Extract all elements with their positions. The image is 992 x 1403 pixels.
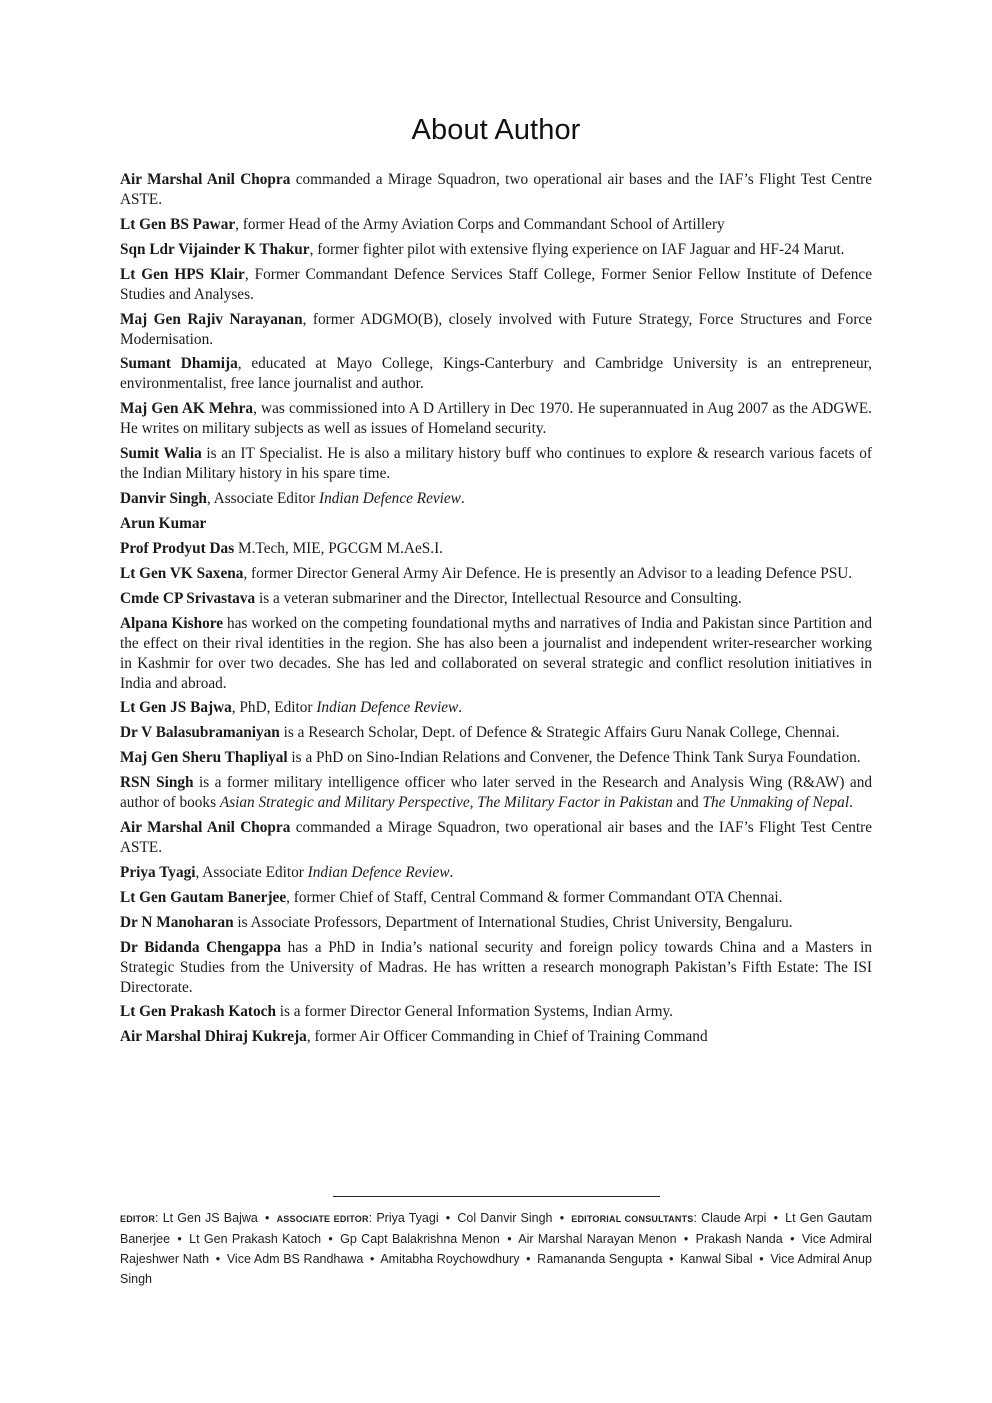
author-bio: is Associate Professors, Department of International Studies, Christ University, Bengaluru. [233,913,793,931]
author-bio: has worked on the competing foundational myths and narratives of India and Pakistan since Partition and the effect on their rival identities in the region. She has also been a journalist and independent writer-researcher working in Kashmir for over two decades. She has led and collaborated on several strategic and conflict resolution initiatives in India and abroad. [120,614,872,692]
consultant-name: Vice Admiral Anup Singh [120,1252,872,1286]
editorial-footer: EDITOR: Lt Gen JS Bajwa • ASSOCIATE EDITOR: Priya Tyagi • Col Danvir Singh • EDITORIAL CONSULTANTS: Claude Arpi • Lt Gen Gautam Banerjee • Lt Gen Prakash Katoch • Gp Capt Balakrishna Menon • Air Marshal Narayan Menon • Prakash Nanda • Vice Admiral Rajeshwer Nath • Vice Adm BS Randhawa • Amitabha Roychowdhury • Ramananda Sengupta • Kanwal Sibal • Vice Admiral Anup Singh [120,1211,873,1286]
author-bio: is a Research Scholar, Dept. of Defence & Strategic Affairs Guru Nanak College, Chennai. [279,724,840,742]
author-bio-end: . [449,863,454,881]
author-name: Air Marshal Anil Chopra [120,819,291,837]
bullet-separator: • [369,1252,375,1266]
bullet-separator: • [445,1211,451,1225]
author-name: Sumant Dhamija [120,355,238,373]
author-entry [120,444,872,484]
author-name: Alpana Kishore [120,614,224,632]
author-name: Arun Kumar [120,515,207,533]
consultant-name: Lt Gen Prakash Katoch [189,1232,322,1246]
author-entry [120,773,872,813]
bullet-separator: • [328,1232,333,1246]
author-entry [120,938,872,998]
author-entry [120,215,872,235]
author-bio: , Associate Editor [195,863,308,881]
author-bio: has a PhD in India’s national security and foreign policy towards China and a Masters in Strategic Studies from the University of Madras. He has written a research monograph Pakistan’s Fifth Estate: The ISI Directorate. [120,938,873,996]
author-name: Lt Gen BS Pawar [120,215,236,233]
author-bio: , former fighter pilot with extensive flying experience on IAF Jaguar and HF-24 Marut. [309,240,845,258]
consultant-name: Ramananda Sengupta [537,1252,663,1266]
author-bio: , former Director General Army Air Defence. He is presently an Advisor to a leading Defence PSU. [243,564,853,582]
author-entry [120,888,872,908]
consultant-name: Amitabha Roychowdhury [380,1252,520,1266]
author-entry [120,489,872,509]
author-entry [120,589,872,609]
author-bio-end: . [460,490,465,508]
associate-editor-name: Priya Tyagi [376,1211,439,1225]
author-name: Dr V Balasubramaniyan [120,724,280,742]
author-bio: , was commissioned into A D Artillery in Dec 1970. He superannuated in Aug 2007 as the ADGWE. He writes on military subjects as well as issues of Homeland security. [120,400,873,438]
bullet-separator: • [526,1252,531,1266]
bullet-separator: • [177,1232,182,1246]
bullet-separator: • [265,1211,270,1225]
author-bio: , former Chief of Staff, Central Command & former Commandant OTA Chennai. [286,888,783,906]
author-entry [120,514,872,534]
author-name: Air Marshal Anil Chopra [120,171,291,188]
author-entry [120,863,872,883]
consultants-label: EDITORIAL CONSULTANTS [571,1214,694,1224]
author-entry [120,354,872,394]
associate-editor-label: ASSOCIATE EDITOR [276,1214,369,1224]
author-entry [120,564,872,584]
author-name: Lt Gen Gautam Banerjee [120,888,287,906]
consultant-name: Prakash Nanda [695,1232,783,1246]
author-bio: , Associate Editor [206,490,320,508]
author-name: Prof Prodyut Das [120,539,235,557]
publication-title: Indian Defence Review [307,863,450,881]
author-bio: is a former Director General Information Systems, Indian Army. [275,1003,673,1021]
author-bio: , former ADGMO(B), closely involved with Future Strategy, Force Structures and Force Modernisation. [120,310,872,348]
bullet-separator: • [507,1232,512,1246]
editor-label: EDITOR [120,1214,156,1224]
author-bio-end: . [849,794,853,812]
publication-title: Indian Defence Review [319,490,461,508]
bullet-separator: • [773,1211,778,1225]
author-list [120,170,872,1052]
author-name: Dr Bidanda Chengappa [120,938,281,956]
author-entry [120,1027,872,1047]
bullet-separator: • [790,1232,795,1246]
author-name: Lt Gen Prakash Katoch [120,1003,276,1021]
footer-divider [333,1196,660,1197]
consultant-name: Gp Capt Balakrishna Menon [340,1232,500,1246]
author-bio: , former Head of the Army Aviation Corps and Commandant School of Artillery [235,215,725,233]
editor-name: Lt Gen JS Bajwa [162,1211,258,1225]
author-name: Danvir Singh [120,490,207,508]
author-name: Maj Gen Sheru Thapliyal [120,749,288,767]
publication-title: Indian Defence Review [316,699,459,717]
author-name: Cmde CP Srivastava [120,589,256,607]
author-name: Dr N Manoharan [120,913,234,931]
author-bio: is a veteran submariner and the Director, Intellectual Resource and Consulting. [255,589,742,607]
bullet-separator: • [215,1252,221,1266]
author-bio: , PhD, Editor [231,699,317,717]
author-name: Sumit Walia [120,445,202,463]
bullet-separator: • [669,1252,674,1266]
page-title: About Author [411,114,581,146]
author-bio: , former Air Officer Commanding in Chief of Training Command [306,1028,708,1046]
author-name: Priya Tyagi [120,863,196,881]
author-entry [120,614,872,694]
author-bio: , educated at Mayo College, Kings-Canterbury and Cambridge University is an entrepreneur, environmentalist, free lance journalist and author. [120,355,872,393]
author-entry [120,399,872,439]
author-name: Air Marshal Dhiraj Kukreja [120,1028,307,1046]
consultant-name: Kanwal Sibal [680,1252,753,1266]
author-entry [120,539,872,559]
author-bio: , Former Commandant Defence Services Staff College, Former Senior Fellow Institute of Defence Studies and Analyses. [120,265,872,303]
author-name: Maj Gen Rajiv Narayanan [120,310,303,328]
author-entry [120,698,872,718]
author-entry [120,265,872,305]
author-entry [120,723,872,743]
consultant-name: Air Marshal Narayan Menon [518,1232,677,1246]
author-bio: commanded a Mirage Squadron, two operational air bases and the IAF’s Flight Test Centre ASTE. [120,819,872,857]
bullet-separator: • [559,1211,565,1225]
publication-title: Asian Strategic and Military Perspective, The Military Factor in Pakistan [219,794,673,812]
author-entry [120,240,872,260]
author-bio: M.Tech, MIE, PGCGM M.AeS.I. [234,539,444,557]
author-entry [120,913,872,933]
consultant-name: Claude Arpi [701,1211,767,1225]
author-bio: is an IT Specialist. He is also a military history buff who continues to explore & research various facets of the Indian Military history in his spare time. [120,445,872,483]
consultant-name: Vice Adm BS Randhawa [226,1252,364,1266]
author-bio: is a former military intelligence officer who later served in the Research and Analysis Wing (R&AW) and author of books [120,774,872,812]
bullet-separator: • [759,1252,764,1266]
author-entry [120,310,872,350]
author-bio: is a PhD on Sino-Indian Relations and Convener, the Defence Think Tank Surya Foundation. [287,749,861,767]
consultant-name: Lt Gen Gautam Banerjee [120,1211,873,1246]
author-entry [120,170,872,210]
publication-title: The Unmaking of Nepal [702,794,850,812]
author-name: Sqn Ldr Vijainder K Thakur [120,240,310,258]
author-name: Maj Gen AK Mehra [120,400,254,418]
author-name: RSN Singh [120,774,194,792]
contributor-name: Col Danvir Singh [457,1211,553,1225]
author-bio-cont: and [672,794,703,812]
author-entry [120,818,872,858]
author-entry [120,748,872,768]
bullet-separator: • [683,1232,689,1246]
author-bio-end: . [458,699,463,717]
consultant-name: Vice Admiral Rajeshwer Nath [120,1232,872,1266]
author-bio: commanded a Mirage Squadron, two operational air bases and the IAF’s Flight Test Centre ASTE. [120,171,872,208]
author-name: Lt Gen JS Bajwa [120,699,232,717]
author-name: Lt Gen VK Saxena [120,564,244,582]
author-name: Lt Gen HPS Klair [120,265,245,283]
author-entry [120,1002,872,1022]
